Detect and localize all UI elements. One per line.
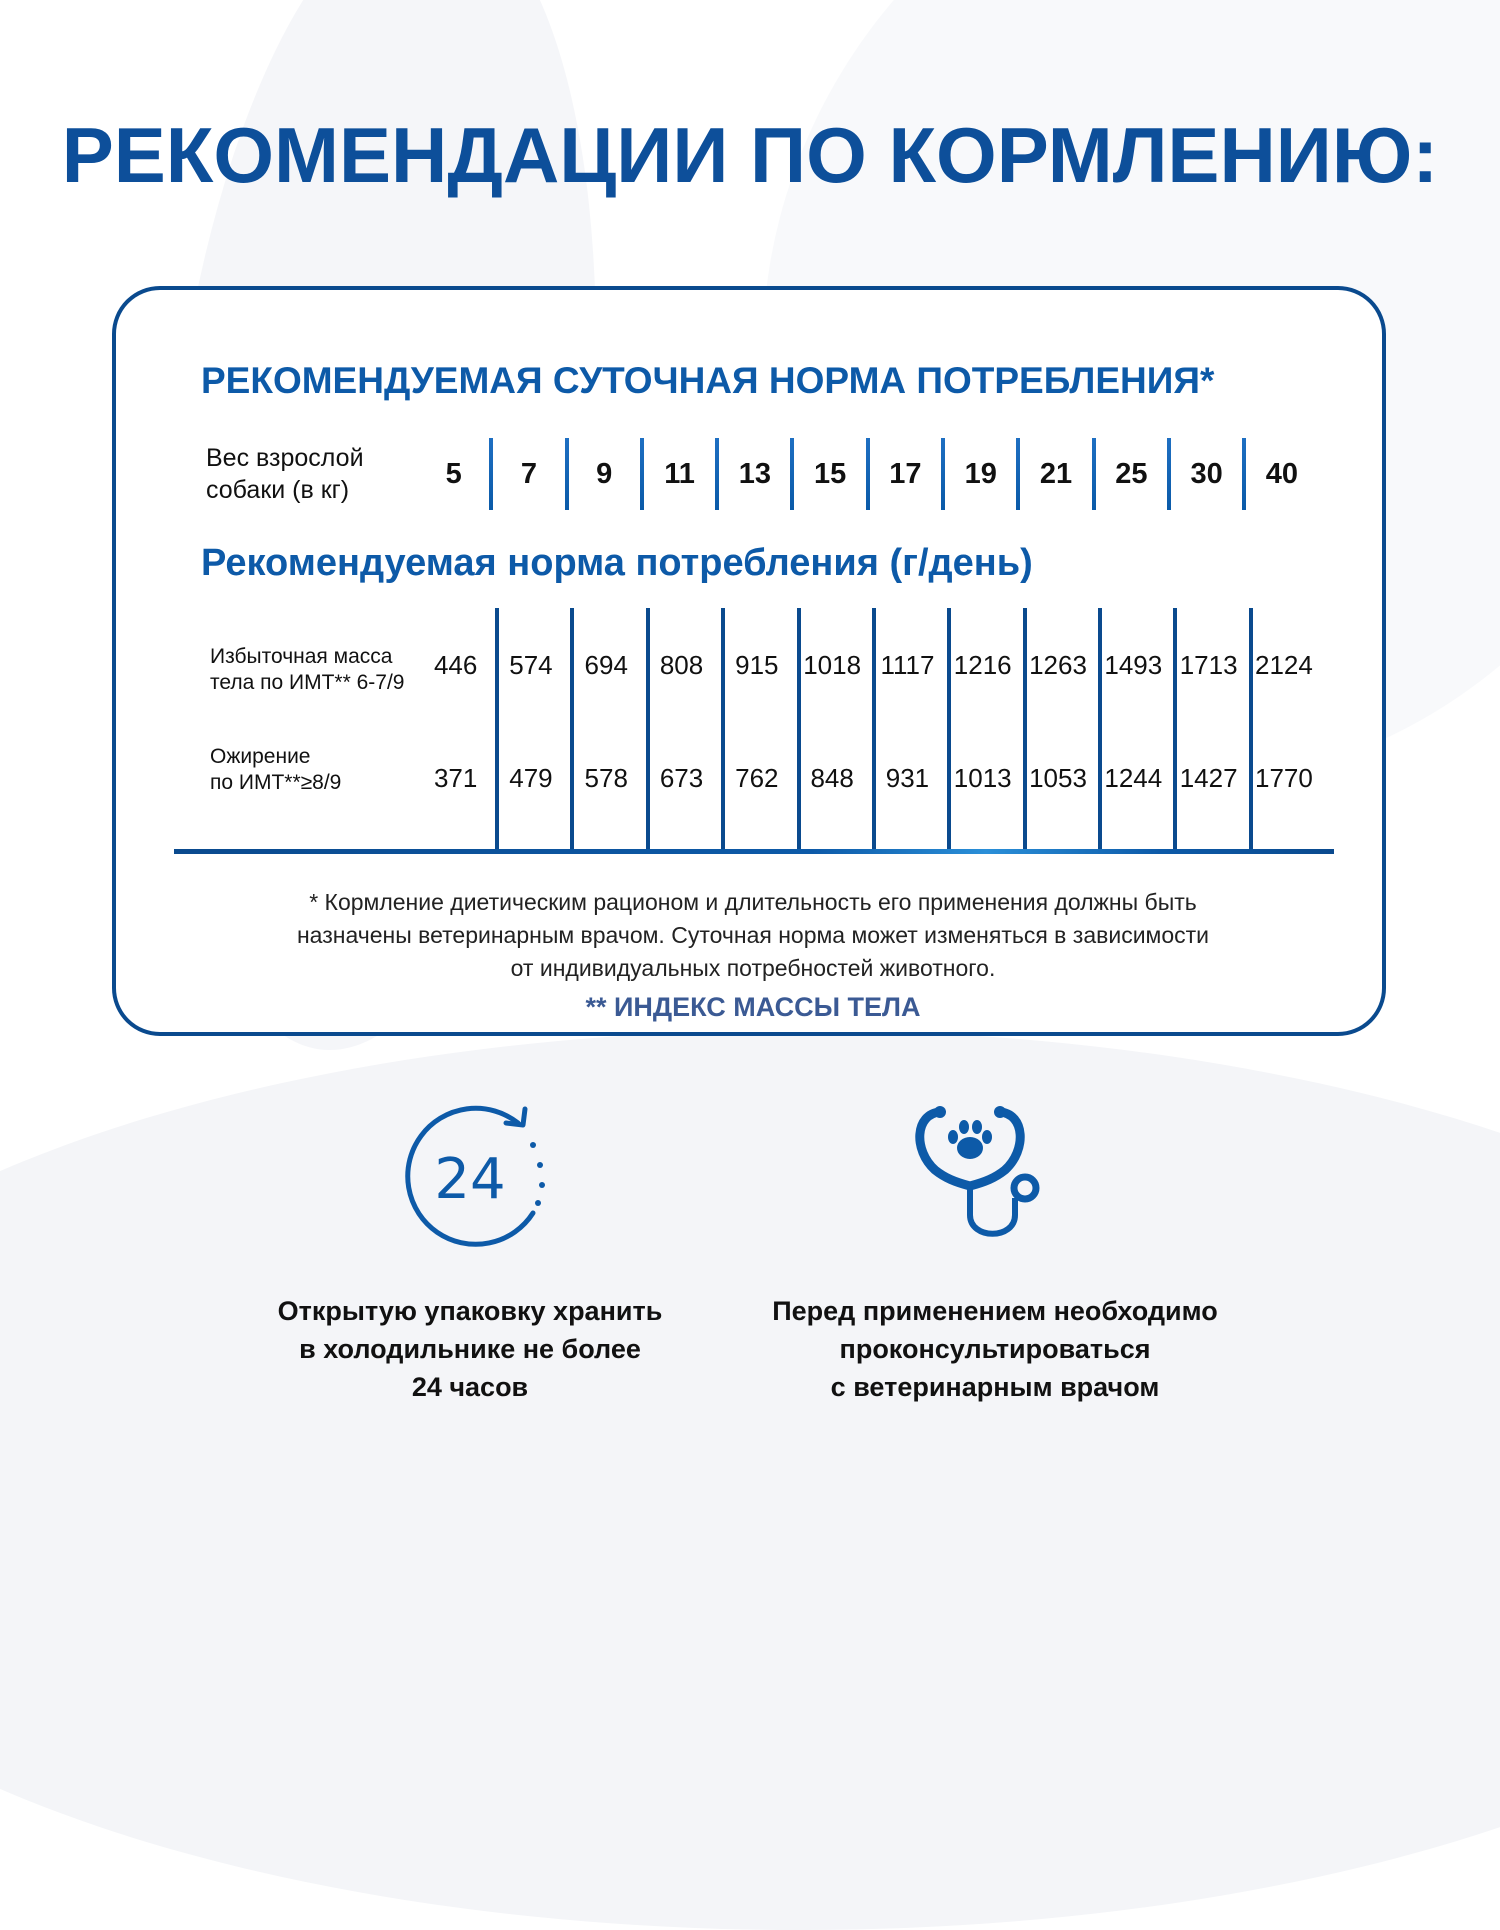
footnote: * Кормление диетическим рационом и длительность его применения должны быть назначены ветеринарным врачом. Суточная норма может изменяться в зависимости от индивидуальных потребностей животного. <box>296 889 1210 981</box>
intake-table <box>116 608 1390 853</box>
value-cell: 1117 <box>880 650 935 680</box>
column-divider <box>495 608 499 853</box>
value-cell: 479 <box>509 763 553 793</box>
column-divider <box>1173 608 1177 853</box>
weight-cell: 5 <box>445 457 462 490</box>
value-cell: 1493 <box>1104 650 1163 680</box>
value-cell: 1770 <box>1254 763 1313 793</box>
vet-consult-note: Перед применением необходимо проконсультироваться с ветеринарным врачом <box>772 1296 1218 1402</box>
weight-cell: 9 <box>567 438 642 510</box>
value-cell: 848 <box>810 763 854 793</box>
weight-cell: 30 <box>1169 438 1244 510</box>
column-divider <box>721 608 725 853</box>
value-cell: 371 <box>433 763 478 793</box>
column-divider <box>646 608 650 853</box>
weight-cell: 17 <box>868 438 943 510</box>
value-cell: 578 <box>584 763 628 793</box>
weight-cell: 11 <box>642 438 717 510</box>
clock-24h-icon <box>388 1095 553 1255</box>
weight-row <box>416 438 1320 510</box>
weight-cell: 19 <box>943 438 1018 510</box>
value-cell: 2124 <box>1254 650 1313 680</box>
column-divider <box>570 608 574 853</box>
value-cell: 915 <box>735 650 779 680</box>
svg-text:24: 24 <box>434 1147 506 1212</box>
feeding-table-card <box>112 286 1386 1036</box>
weight-cell: 25 <box>1094 438 1169 510</box>
row-label-obesity: Ожирение по ИМТ**≥8/9 <box>210 745 342 794</box>
value-cell: 762 <box>735 763 779 793</box>
value-cell: 1713 <box>1179 650 1238 680</box>
card-title: РЕКОМЕНДУЕМАЯ СУТОЧНАЯ НОРМА ПОТРЕБЛЕНИЯ* <box>201 360 1215 401</box>
value-cell: 1053 <box>1029 763 1087 793</box>
column-divider <box>947 608 951 853</box>
column-divider <box>872 608 876 853</box>
value-cell: 1013 <box>953 763 1012 793</box>
table-row <box>418 650 1322 681</box>
value-cell: 808 <box>659 650 704 680</box>
weight-cell: 7 <box>491 438 566 510</box>
value-cell: 1427 <box>1179 763 1238 793</box>
table-row <box>418 763 1322 794</box>
weight-cell: 21 <box>1018 438 1093 510</box>
column-divider <box>1249 608 1253 853</box>
value-cell: 446 <box>433 650 478 680</box>
storage-note: Открытую упаковку хранить в холодильнике не более 24 часов <box>277 1296 663 1402</box>
weight-label: Вес взрослой собаки (в кг) <box>206 444 364 504</box>
row-label-overweight: Избыточная масса тела по ИМТ** 6-7/9 <box>210 645 405 694</box>
value-cell: 574 <box>509 650 553 680</box>
weight-cell: 40 <box>1244 438 1319 510</box>
stethoscope-paw-icon <box>915 1100 1045 1250</box>
column-divider <box>1023 608 1027 853</box>
weight-cell: 13 <box>717 438 792 510</box>
bmi-footnote: ** ИНДЕКС МАССЫ ТЕЛА <box>585 992 921 1022</box>
intake-subtitle: Рекомендуемая норма потребления (г/день) <box>201 542 1033 584</box>
background-swoosh <box>0 1030 1500 1930</box>
value-cell: 931 <box>885 763 930 793</box>
value-cell: 673 <box>659 763 704 793</box>
weight-cell: 15 <box>792 438 867 510</box>
column-divider <box>797 608 801 853</box>
value-cell: 1263 <box>1029 650 1087 680</box>
value-cell: 1018 <box>803 650 862 680</box>
value-cell: 694 <box>584 650 628 680</box>
table-bottom-rule <box>174 849 1334 854</box>
column-divider <box>1098 608 1102 853</box>
value-cell: 1216 <box>953 650 1012 680</box>
page-title: РЕКОМЕНДАЦИИ ПО КОРМЛЕНИЮ: <box>61 111 1439 199</box>
value-cell: 1244 <box>1104 763 1163 793</box>
